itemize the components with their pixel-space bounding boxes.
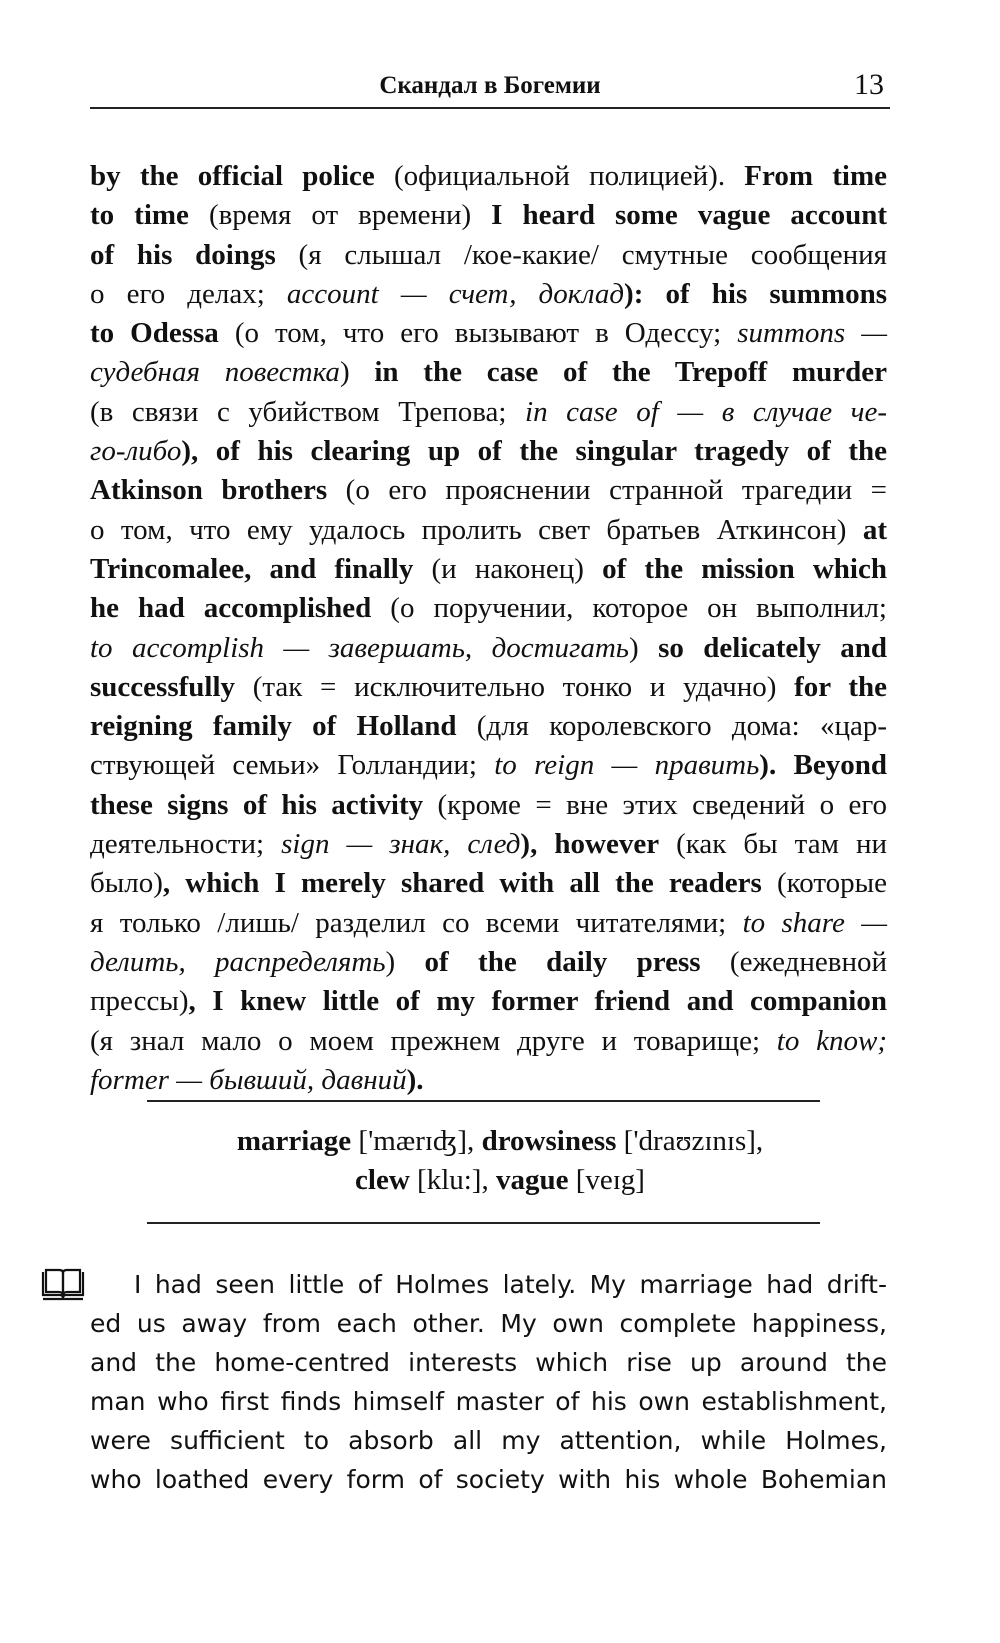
pronunciation-line: clew [klu:], vague [veɪg] [355,1164,645,1196]
text-line: судебная повестка) in the case of the Trepoff murder [90,356,887,389]
open-book-icon [40,1268,86,1302]
english-line: ed us away from each other. My own complete happiness, [90,1309,887,1338]
text-line: to accomplish — завершать, достигать) so delicately and [90,631,887,664]
text-line: he had accomplished (о поручении, которое он выполнил; [90,592,887,625]
text-line: (в связи с убийством Трепова; in case of — в случае че- [90,395,887,428]
english-line: who loathed every form of society with his whole Bohemian [90,1465,887,1494]
text-line: (я знал мало о моем прежнем друге и товарище; to know; [90,1024,887,1057]
text-line: деятельности; sign — знак, след), however (как бы там ни [90,828,887,861]
text-line: Atkinson brothers (о его прояснении странной трагедии = [90,474,887,507]
running-head [90,66,890,104]
text-line: of his doings (я слышал /кое-какие/ смутные сообщения [90,238,887,271]
pronunciation-line: marriage ['mærɪʤ], drowsiness ['draʊzɪnɪs], [236,1125,764,1157]
text-line: successfully (так = исключительно тонко и удачно) for the [90,670,887,703]
english-line: and the home-centred interests which rise up around the [90,1348,887,1377]
header-rule [90,107,890,109]
text-line: reigning family of Holland (для королевского дома: «цар- [90,710,887,743]
separator-bottom [147,1222,820,1224]
text-line: these signs of his activity (кроме = вне этих сведений о его [90,788,888,821]
separator-top [147,1100,820,1102]
text-line: ствующей семьи» Голландии; to reign — править). Beyond [90,749,887,782]
annotated-text [90,157,887,1100]
text-line: former — бывший, давний). [90,1063,424,1096]
original-english-text [90,1265,887,1499]
text-line: прессы), I knew little of my former friend and companion [90,985,887,1018]
page-number: 13 [854,68,884,101]
text-line: by the official police (официальной полицией). From time [90,160,887,192]
english-line: man who first finds himself master of his own establishment, [90,1387,887,1416]
text-line: я только /лишь/ разделил со всеми читателями; to share — [90,906,887,939]
text-line: о том, что ему удалось пролить свет братьев Аткинсон) at [90,513,887,546]
text-line: го-либо), of his clearing up of the singular tragedy of the [90,435,887,468]
text-line: делить, распределять) of the daily press (ежедневной [90,945,887,978]
text-line: to time (время от времени) I heard some vague account [90,199,887,232]
english-line: I had seen little of Holmes lately. My marriage had drift- [134,1270,887,1299]
chapter-title: Скандал в Богемии [379,72,601,99]
text-line: to Odessa (о том, что его вызывают в Одессу; summons — [90,317,888,350]
text-line: было), which I merely shared with all the readers (которые [90,867,887,900]
english-line: were sufficient to absorb all my attention, while Holmes, [90,1426,887,1455]
pronunciation-box [150,1122,850,1200]
text-line: Trincomalee, and finally (и наконец) of the mission which [90,552,887,585]
text-line: о его делах; account — счет, доклад): of his summons [90,277,887,310]
